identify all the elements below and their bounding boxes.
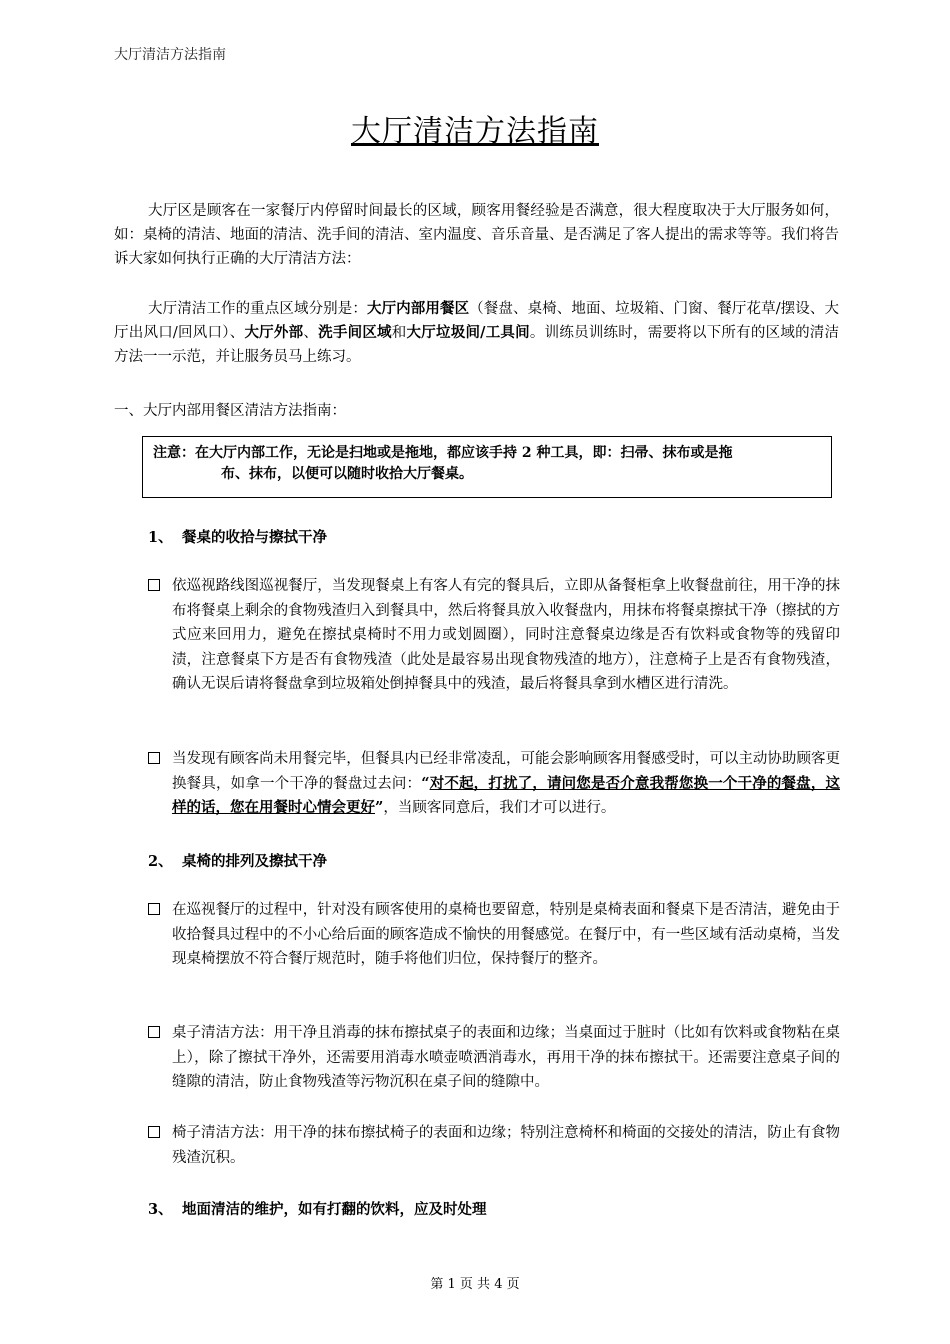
text-run: 、: [303, 325, 319, 341]
page-header: 大厅清洁方法指南: [114, 47, 226, 63]
note-line-2: 布、抹布，以便可以随时收拾大厅餐桌。: [221, 466, 473, 482]
subsection-number: 1、: [148, 529, 173, 546]
text-run: （餐盘、桌椅、地面、垃圾箱、门窗、餐厅花草/摆设、大厅出风口/回风口）、: [114, 301, 840, 341]
bold-term: 大厅外部: [244, 324, 304, 341]
quoted-phrase: 对不起，打扰了，请问您是否介意我帮您换一个干净的餐盘，这样的话，您在用餐时心情会更好: [172, 774, 840, 816]
subsection-title: 地面清洁的维护，如有打翻的饮料，应及时处理: [182, 1201, 487, 1218]
note-line-1: 注意：在大厅内部工作，无论是扫地或是拖地，都应该手持 2 种工具，即：扫帚、抹布或是拖: [153, 445, 733, 461]
item-text: 在巡视餐厅的过程中，针对没有顾客使用的桌椅也要留意，特别是桌椅表面和餐桌下是否清洁，避免由于收拾餐具过程中的不小心给后面的顾客造成不愉快的用餐感觉。在餐厅中，有一些区域有活动桌椅，当发现桌椅摆放不符合餐厅规范时，随手将他们归位，保持餐厅的整齐。: [172, 902, 840, 967]
checkbox-icon: [148, 1126, 160, 1138]
item-text: 当发现有顾客尚未用餐完毕，但餐具内已经非常凌乱，可能会影响顾客用餐感受时，可以主动协助顾客更换餐具，如拿一个干净的餐盘过去问：: [172, 751, 840, 792]
section-heading-1: 一、大厅内部用餐区清洁方法指南：: [114, 403, 346, 419]
checkbox-icon: [148, 903, 160, 915]
subsection-heading-1: [148, 526, 327, 547]
checkbox-icon: [148, 752, 160, 764]
bold-term: 大厅内部用餐区: [366, 300, 470, 317]
checklist-item: [148, 1021, 840, 1095]
item-text: ，当顾客同意后，我们才可以进行。: [383, 800, 616, 816]
item-text: 依巡视路线图巡视餐厅，当发现餐桌上有客人有完的餐具后，立即从备餐柜拿上收餐盘前往，用干净的抹布将餐桌上剩余的食物残渣归入到餐具中，然后将餐具放入收餐盘内，用抹布将餐桌擦拭干净（擦拭的方式应来回用力，避免在擦拭桌椅时不用力或划圆圈），同时注意餐桌边缘是否有饮料或食物等的残留印渍，注意餐桌下方是否有食物残渣（此处是最容易出现食物残渣的地方），注意椅子上是否有食物残渣，确认无误后请将餐盘拿到垃圾箱处倒掉餐具中的残渣，最后将餐具拿到水槽区进行清洗。: [172, 578, 840, 692]
subsection-heading-3: [148, 1198, 487, 1219]
page-footer: 第 1 页 共 4 页: [430, 1277, 520, 1292]
item-text: 椅子清洁方法：用干净的抹布擦拭椅子的表面和边缘；特别注意椅杯和椅面的交接处的清洁，防止有食物残渣沉积。: [172, 1125, 840, 1166]
subsection-title: 餐桌的收拾与擦拭干净: [182, 529, 327, 546]
intro-paragraph-1: 大厅区是顾客在一家餐厅内停留时间最长的区域，顾客用餐经验是否满意，很大程度取决于大厅服务如何，如：桌椅的清洁、地面的清洁、洗手间的清洁、室内温度、音乐音量、是否满足了客人提出的需求等等。我们将告诉大家如何执行正确的大厅清洁方法：: [114, 203, 839, 267]
note-box: [142, 436, 832, 498]
text-run: 。训练员训练时，需要将以下所有的区域的清洁方法一一示范，并让服务员马上练习。: [114, 325, 840, 365]
checklist-item: [148, 747, 840, 821]
subsection-number: 2、: [148, 853, 173, 870]
checklist-item: [148, 898, 840, 972]
text-run: 大厅清洁工作的重点区域分别是：: [148, 301, 367, 317]
intro-paragraph-2: [114, 297, 839, 369]
subsection-title: 桌椅的排列及擦拭干净: [182, 853, 327, 870]
subsection-heading-2: [148, 850, 327, 871]
quote-mark: ”: [375, 799, 384, 816]
quote-mark: “: [421, 774, 430, 792]
checkbox-icon: [148, 579, 160, 591]
checklist-item: [148, 574, 840, 697]
bold-term: 大厅垃圾间/工具间: [406, 324, 530, 341]
bold-term: 洗手间区域: [318, 324, 392, 341]
item-text: 桌子清洁方法：用干净且消毒的抹布擦拭桌子的表面和边缘；当桌面过于脏时（比如有饮料或食物粘在桌上），除了擦拭干净外，还需要用消毒水喷壶喷洒消毒水，再用干净的抹布擦拭干。还需要注意桌子间的缝隙的清洁，防止食物残渣等污物沉积在桌子间的缝隙中。: [172, 1025, 840, 1090]
checkbox-icon: [148, 1026, 160, 1038]
document-title: 大厅清洁方法指南: [351, 114, 599, 149]
subsection-number: 3、: [148, 1201, 173, 1218]
text-run: 和: [391, 325, 407, 341]
checklist-item: [148, 1121, 840, 1170]
